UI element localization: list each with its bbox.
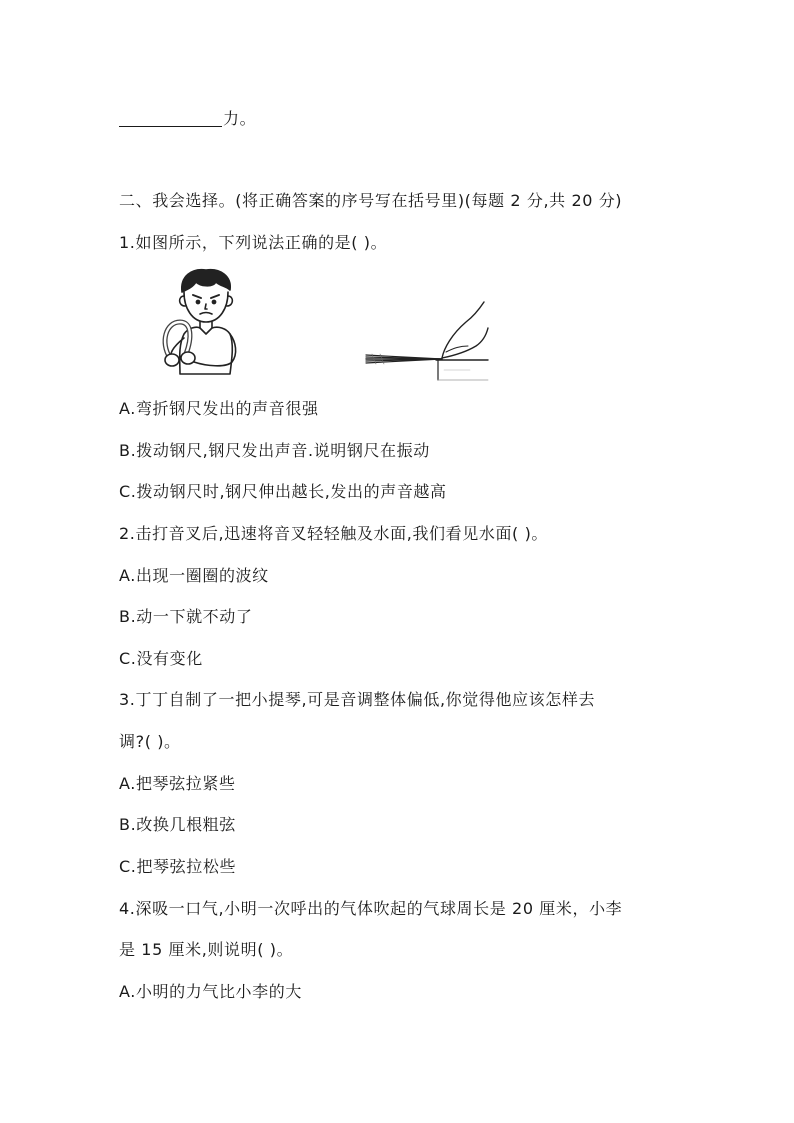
boy-bending-ruler-illustration (165, 270, 236, 374)
question-1-figure (140, 262, 490, 384)
question-1-option-c: C.拨动钢尺时,钢尺伸出越长,发出的声音越高 (119, 482, 447, 501)
question-4-stem-line-1: 4.深吸一口气,小明一次呼出的气体吹起的气球周长是 20 厘米，小李 (119, 899, 623, 918)
question-1-stem: 1.如图所示，下列说法正确的是( )。 (119, 233, 388, 252)
question-3-stem-line-2: 调?( )。 (119, 732, 181, 751)
fill-blank-tail: 力。 (223, 109, 257, 128)
fill-blank-line (119, 108, 256, 130)
question-2-option-a: A.出现一圈圈的波纹 (119, 566, 269, 585)
question-2-stem: 2.击打音叉后,迅速将音叉轻轻触及水面,我们看见水面( )。 (119, 524, 549, 543)
question-1-option-a: A.弯折钢尺发出的声音很强 (119, 399, 319, 418)
question-4-option-a: A.小明的力气比小李的大 (119, 982, 302, 1001)
question-3-option-a: A.把琴弦拉紧些 (119, 774, 236, 793)
question-1-option-b: B.拨动钢尺,钢尺发出声音.说明钢尺在振动 (119, 441, 430, 460)
question-2-option-c: C.没有变化 (119, 649, 203, 668)
question-3-option-c: C.把琴弦拉松些 (119, 857, 237, 876)
question-4-stem-line-2: 是 15 厘米,则说明( )。 (119, 940, 294, 959)
section-heading: 二、我会选择。(将正确答案的序号写在括号里)(每题 2 分,共 20 分) (119, 191, 623, 210)
ruler-on-table-illustration (366, 302, 488, 380)
question-3-stem-line-1: 3.丁丁自制了一把小提琴,可是音调整体偏低,你觉得他应该怎样去 (119, 690, 596, 709)
answer-blank[interactable] (119, 110, 222, 127)
question-3-option-b: B.改换几根粗弦 (119, 815, 236, 834)
question-2-option-b: B.动一下就不动了 (119, 607, 253, 626)
